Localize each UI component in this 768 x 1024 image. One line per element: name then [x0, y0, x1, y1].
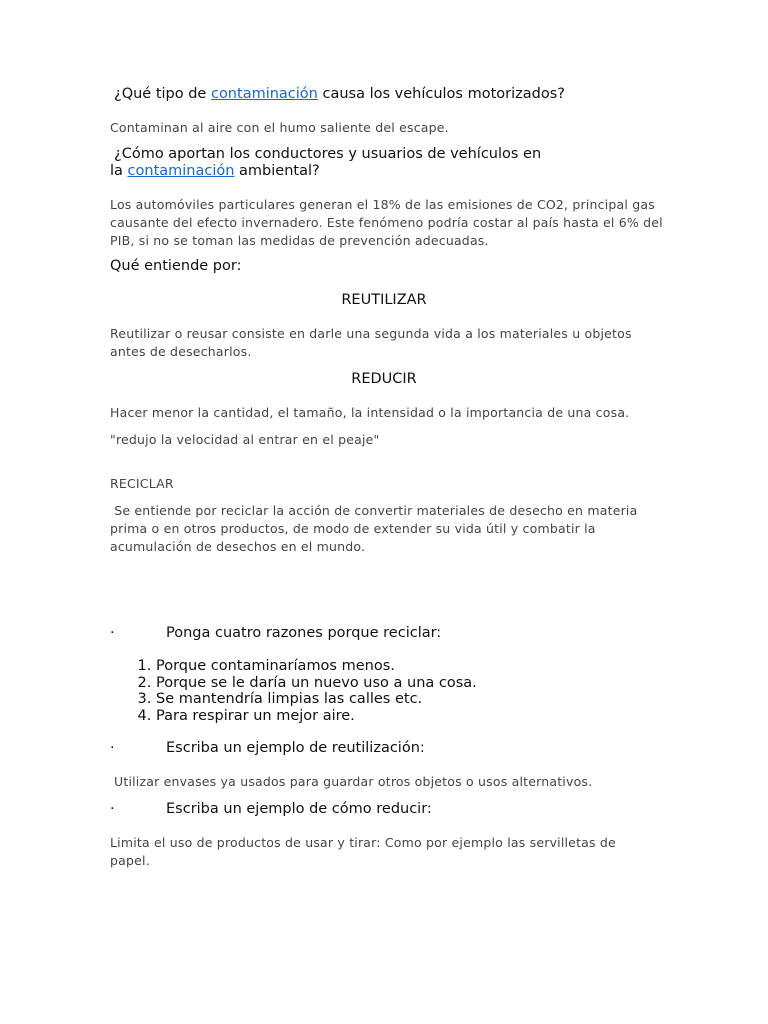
question-6	[110, 801, 432, 817]
question-2-line1: ¿Cómo aportan los conductores y usuarios de vehículos en	[114, 146, 542, 162]
question-2-line2	[110, 163, 541, 180]
question-1-before: ¿Qué tipo de	[114, 86, 211, 102]
question-2-suffix: ambiental?	[234, 163, 320, 179]
reasons-list	[130, 658, 477, 724]
reducir-definition: Hacer menor la cantidad, el tamaño, la intensidad o la importancia de una cosa.	[110, 405, 630, 420]
question-1-after: causa los vehículos motorizados?	[317, 86, 565, 102]
question-4	[110, 625, 441, 641]
reutilizar-definition: Reutilizar o reusar consiste en darle una segunda vida a los materiales u objetos antes de desecharlos.	[110, 326, 632, 359]
question-3: Qué entiende por:	[110, 258, 242, 274]
bullet-dot: ·	[110, 740, 115, 756]
list-item: 3. Se mantendría limpias las calles etc.	[156, 691, 477, 708]
question-5-text: Escriba un ejemplo de reutilización:	[166, 740, 425, 756]
question-4-text: Ponga cuatro razones porque reciclar:	[166, 625, 442, 641]
list-item: 4. Para respirar un mejor aire.	[156, 708, 477, 725]
contaminacion-link-2[interactable]: contaminación	[127, 163, 235, 179]
answer-2: Los automóviles particulares generan el 18% de las emisiones de CO2, principal gas causante del efecto invernadero. Este fenómeno podría costar al país hasta el 6% del PIB, si no se toman las medidas de prevención adecuadas.	[110, 197, 663, 248]
question-6-text: Escriba un ejemplo de cómo reducir:	[166, 801, 432, 817]
answer-1: Contaminan al aire con el humo saliente del escape.	[110, 120, 449, 135]
reducir-example: "redujo la velocidad al entrar en el peaje"	[110, 432, 380, 447]
bullet-dot: ·	[110, 625, 115, 641]
question-5	[110, 740, 425, 756]
reciclar-heading: RECICLAR	[110, 476, 174, 491]
list-item: 1. Porque contaminaríamos menos.	[156, 658, 477, 675]
list-item: 2. Porque se le daría un nuevo uso a una cosa.	[156, 675, 477, 692]
answer-6: Limita el uso de productos de usar y tirar: Como por ejemplo las servilletas de papel.	[110, 835, 616, 868]
question-2	[110, 146, 541, 180]
reducir-heading: REDUCIR	[351, 371, 417, 387]
reciclar-definition: Se entiende por reciclar la acción de convertir materiales de desecho en materia prima o en otros productos, de modo de extender su vida útil y combatir la acumulación de desechos en el mundo.	[110, 503, 642, 554]
question-1	[114, 86, 565, 103]
answer-5: Utilizar envases ya usados para guardar otros objetos o usos alternativos.	[114, 774, 593, 789]
bullet-dot: ·	[110, 801, 115, 817]
question-2-prefix: la	[110, 163, 128, 179]
reutilizar-heading: REUTILIZAR	[341, 292, 427, 308]
contaminacion-link-1[interactable]: contaminación	[210, 86, 318, 102]
